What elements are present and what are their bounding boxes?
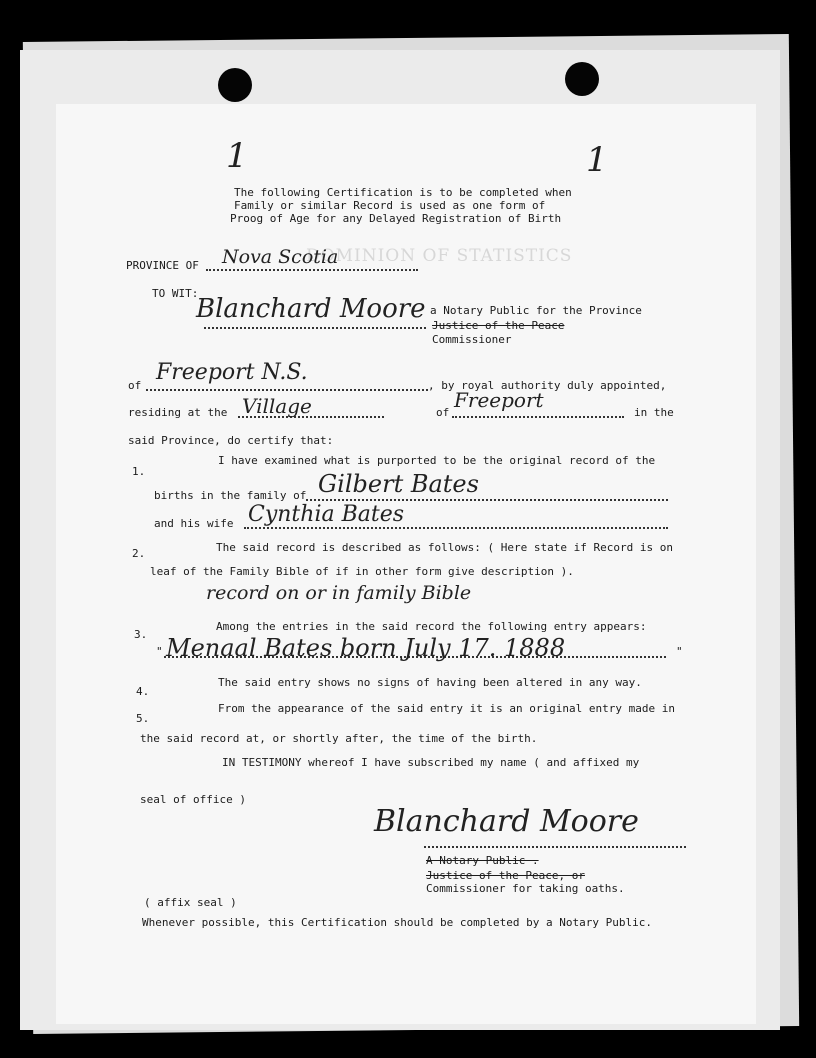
of-label: of bbox=[128, 379, 142, 392]
item-2-line-1: The said record is described as follows: ( Here state if Record is on bbox=[216, 541, 673, 554]
sign-title-notary: A Notary Public . bbox=[426, 854, 539, 867]
signature-line bbox=[424, 846, 686, 848]
footer-note: Whenever possible, this Certification should be completed by a Notary Public. bbox=[142, 916, 652, 929]
residing-of-label: of bbox=[436, 406, 450, 419]
sign-title-justice: Justice of the Peace, or bbox=[426, 869, 585, 882]
of-value: Freeport N.S. bbox=[156, 360, 308, 385]
residing-of-line bbox=[452, 416, 624, 418]
item-1-line-1: I have examined what is purported to be the original record of the bbox=[218, 454, 656, 467]
sign-title-commissioner: Commissioner for taking oaths. bbox=[426, 882, 625, 895]
residing-suffix: in the bbox=[634, 406, 674, 419]
item-1-line-2: births in the family of bbox=[154, 489, 307, 502]
officer-line bbox=[204, 327, 426, 329]
of-line bbox=[146, 389, 428, 391]
residing-value: Village bbox=[242, 394, 312, 418]
husband-line bbox=[306, 499, 668, 501]
heading-line-2: Family or similar Record is used as one form of bbox=[234, 199, 546, 212]
punch-hole-left bbox=[218, 68, 252, 102]
officer-title-commissioner: Commissioner bbox=[432, 333, 512, 346]
item-5-line-2: the said record at, or shortly after, the time of the birth. bbox=[140, 732, 538, 745]
close-quote: " bbox=[676, 645, 683, 658]
record-description: record on or in family Bible bbox=[206, 582, 472, 604]
birth-entry: Menaal Bates born July 17. 1888 bbox=[166, 634, 566, 662]
notary-signature: Blanchard Moore bbox=[374, 804, 639, 839]
item-2-number: 2. bbox=[132, 547, 146, 560]
province-line bbox=[206, 269, 418, 271]
officer-title-notary: a Notary Public for the Province bbox=[430, 304, 642, 317]
officer-title-justice: Justice of the Peace bbox=[432, 319, 565, 332]
wife-name: Cynthia Bates bbox=[248, 502, 405, 527]
item-3-number: 3. bbox=[134, 628, 148, 641]
residing-label: residing at the bbox=[128, 406, 228, 419]
affix-seal-label: ( affix seal ) bbox=[144, 896, 237, 909]
heading-line-1: The following Certification is to be completed when bbox=[234, 186, 572, 199]
certify-line: said Province, do certify that: bbox=[128, 434, 334, 447]
to-wit-label: TO WIT: bbox=[152, 287, 199, 300]
province-value: Nova Scotia bbox=[222, 246, 339, 268]
item-5-line-1: From the appearance of the said entry it is an original entry made in bbox=[218, 702, 675, 715]
wife-line bbox=[244, 527, 668, 529]
item-3-line: Among the entries in the said record the following entry appears: bbox=[216, 620, 647, 633]
item-5-number: 5. bbox=[136, 712, 150, 725]
testimony-line-1: IN TESTIMONY whereof I have subscribed my name ( and affixed my bbox=[222, 756, 640, 769]
certification-form bbox=[56, 104, 756, 1024]
heading-line-3: Proog of Age for any Delayed Registration of Birth bbox=[230, 212, 562, 225]
item-4-number: 4. bbox=[136, 685, 150, 698]
officer-signature: Blanchard Moore bbox=[196, 294, 426, 324]
province-label: PROVINCE OF bbox=[126, 259, 199, 272]
open-quote: " bbox=[156, 645, 163, 658]
bleed-through-mark: DOMINION OF STATISTICS bbox=[306, 246, 573, 266]
husband-name: Gilbert Bates bbox=[318, 470, 479, 498]
residing-of-value: Freeport bbox=[454, 388, 544, 412]
testimony-line-2: seal of office ) bbox=[140, 793, 246, 806]
punch-hole-right bbox=[565, 62, 599, 96]
item-1-number: 1. bbox=[132, 465, 146, 478]
item-4-line: The said entry shows no signs of having been altered in any way. bbox=[218, 676, 642, 689]
page-mark-right: 1 bbox=[586, 140, 608, 180]
item-2-line-2: leaf of the Family Bible of if in other form give description ). bbox=[150, 565, 574, 578]
page-mark-left: 1 bbox=[226, 136, 248, 176]
of-suffix: , by royal authority duly appointed, bbox=[428, 379, 667, 392]
item-1-line-3: and his wife bbox=[154, 517, 234, 530]
